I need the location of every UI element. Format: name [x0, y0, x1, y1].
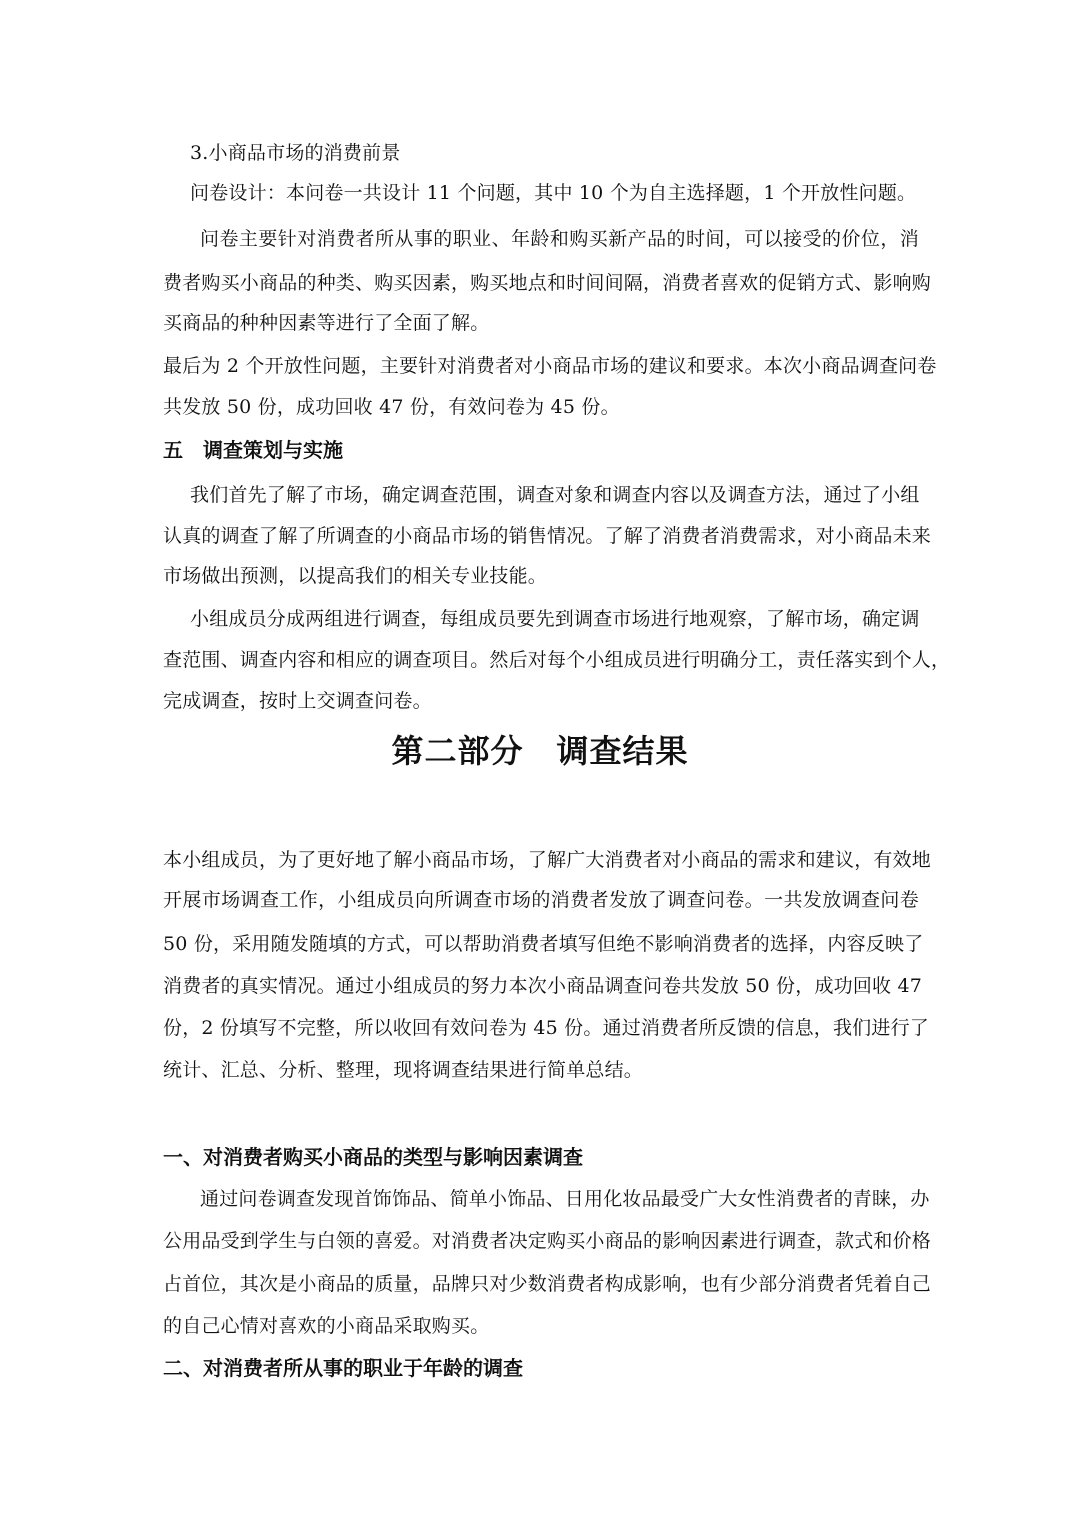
- sec1-para-line-4: 的自己心情对喜欢的小商品采取购买。: [163, 1315, 490, 1337]
- sec1-para-line-3: 占首位，其次是小商品的质量，品牌只对少数消费者构成影响，也有少部分消费者凭着自己: [163, 1273, 932, 1295]
- intro-para1-line-2: 费者购买小商品的种类、购买因素，购买地点和时间间隔，消费者喜欢的促销方式、影响购: [163, 272, 932, 294]
- section5-para1-line-1: 我们首先了解了市场，确定调查范围，调查对象和调查内容以及调查方法，通过了小组: [190, 484, 920, 506]
- sec1-para-line-2: 公用品受到学生与白领的喜爱。对消费者决定购买小商品的影响因素进行调查，款式和价格: [163, 1230, 932, 1252]
- part2-summary-line-5: 份，2 份填写不完整，所以收回有效问卷为 45 份。通过消费者所反馈的信息，我们进行了: [163, 1017, 929, 1039]
- part2-summary-line-2: 开展市场调查工作，小组成员向所调查市场的消费者发放了调查问卷。一共发放调查问卷: [163, 889, 919, 911]
- part2-summary-line-6: 统计、汇总、分析、整理，现将调查结果进行简单总结。: [163, 1059, 644, 1081]
- sec1-para-line-1: 通过问卷调查发现首饰饰品、简单小饰品、日用化妆品最受广大女性消费者的青睐，办: [200, 1188, 930, 1210]
- intro-para2-line-1: 最后为 2 个开放性问题，主要针对消费者对小商品市场的建议和要求。本次小商品调查问卷: [163, 355, 937, 377]
- section-2-heading: 二、对消费者所从事的职业于年龄的调查: [163, 1356, 523, 1380]
- intro-para1-line-3: 买商品的种种因素等进行了全面了解。: [163, 312, 490, 334]
- section-5-heading: 五 调查策划与实施: [163, 438, 343, 462]
- section5-para2-line-3: 完成调查，按时上交调查问卷。: [163, 690, 432, 712]
- intro-para2-line-2: 共发放 50 份，成功回收 47 份，有效问卷为 45 份。: [163, 396, 620, 418]
- section5-para2-line-2: 查范围、调查内容和相应的调查项目。然后对每个小组成员进行明确分工，责任落实到个人，: [163, 649, 951, 671]
- part2-summary-line-1: 本小组成员，为了更好地了解小商品市场，了解广大消费者对小商品的需求和建议，有效地: [163, 849, 932, 871]
- section5-para2-line-1: 小组成员分成两组进行调查，每组成员要先到调查市场进行地观察，了解市场，确定调: [190, 608, 920, 630]
- item-3-line: 3.小商品市场的消费前景: [190, 142, 401, 164]
- part-2-title: 第二部分 调查结果: [391, 732, 689, 770]
- part2-summary-line-3: 50 份，采用随发随填的方式，可以帮助消费者填写但绝不影响消费者的选择，内容反映了: [163, 933, 924, 955]
- section5-para1-line-2: 认真的调查了解了所调查的小商品市场的销售情况。了解了消费者消费需求，对小商品未来: [163, 525, 932, 547]
- part2-summary-line-4: 消费者的真实情况。通过小组成员的努力本次小商品调查问卷共发放 50 份，成功回收 47: [163, 975, 923, 997]
- section-1-heading: 一、对消费者购买小商品的类型与影响因素调查: [163, 1145, 583, 1169]
- intro-para1-line-1: 问卷主要针对消费者所从事的职业、年龄和购买新产品的时间，可以接受的价位，消: [200, 228, 919, 250]
- questionnaire-design-line: 问卷设计：本问卷一共设计 11 个问题，其中 10 个为自主选择题，1 个开放性问题。: [190, 182, 917, 204]
- section5-para1-line-3: 市场做出预测，以提高我们的相关专业技能。: [163, 565, 548, 587]
